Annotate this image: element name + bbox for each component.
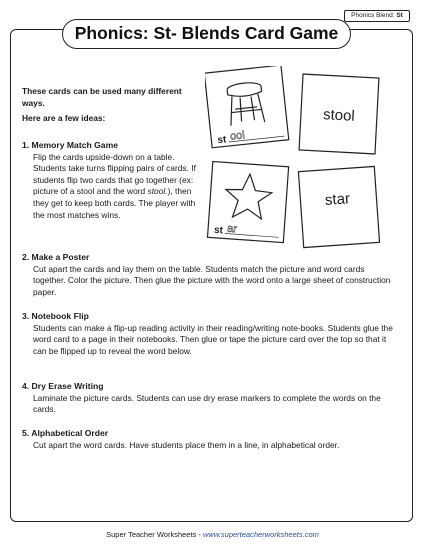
section-heading: 2. Make a Poster bbox=[22, 252, 90, 262]
section-memory-match bbox=[22, 140, 207, 221]
word-card-stool bbox=[299, 74, 379, 154]
section-dry-erase bbox=[22, 381, 394, 416]
ideas-heading: Here are a few ideas: bbox=[22, 113, 106, 123]
section-body: Cut apart the cards and lay them on the table. Students match the picture and word cards together. Color the picture. Then glue the picture with the word onto a large sheet of construction paper. bbox=[33, 263, 391, 297]
section-heading: 1. Memory Match Game bbox=[22, 140, 118, 150]
star-ending: ar bbox=[226, 222, 238, 236]
badge-value: St bbox=[396, 12, 403, 19]
intro-text: These cards can be used many different ways. bbox=[22, 86, 182, 108]
picture-card-star bbox=[208, 162, 289, 243]
badge-label: Phonics Blend: bbox=[351, 12, 395, 19]
section-notebook-flip bbox=[22, 311, 394, 357]
section-heading: 5. Alphabetical Order bbox=[22, 428, 109, 438]
page-title: Phonics: St- Blends Card Game bbox=[62, 19, 351, 49]
stool-ending: ool bbox=[229, 129, 246, 143]
section-alphabetical-order bbox=[22, 428, 394, 451]
section-body: Flip the cards upside-down on a table. Students take turns flipping pairs of cards. If students flip two cards that go together (ex: picture of a stool and the word stool.), then they get to keep both cards. The player with the most matches wins. bbox=[33, 151, 196, 220]
stool-blend: st bbox=[216, 134, 227, 147]
section-make-poster bbox=[22, 252, 394, 298]
footer-brand: Super Teacher Worksheets bbox=[106, 530, 197, 539]
phonics-blend-badge bbox=[344, 10, 410, 22]
word-card-star bbox=[298, 166, 379, 247]
footer bbox=[0, 530, 425, 540]
picture-card-stool bbox=[205, 66, 289, 148]
word-star: star bbox=[324, 190, 351, 209]
word-stool: stool bbox=[322, 106, 356, 125]
section-heading: 3. Notebook Flip bbox=[22, 311, 89, 321]
footer-separator: - bbox=[196, 530, 203, 539]
star-blend: st bbox=[213, 224, 224, 237]
sample-cards-illustration bbox=[205, 66, 381, 256]
section-heading: 4. Dry Erase Writing bbox=[22, 381, 104, 391]
section-body: Students can make a flip-up reading activity in their reading/writing note-books. Students glue the word card to a page in their notebooks. Then glue or tape the picture card over the top so that it can be flipped up to reveal the word below. bbox=[33, 322, 393, 356]
footer-url-link[interactable]: www.superteacherworksheets.com bbox=[202, 530, 319, 539]
section-body: Laminate the picture cards. Students can use dry erase markers to complete the words on the cards. bbox=[33, 392, 381, 415]
section-body: Cut apart the word cards. Have students place them in a line, in alphabetical order. bbox=[33, 439, 340, 450]
